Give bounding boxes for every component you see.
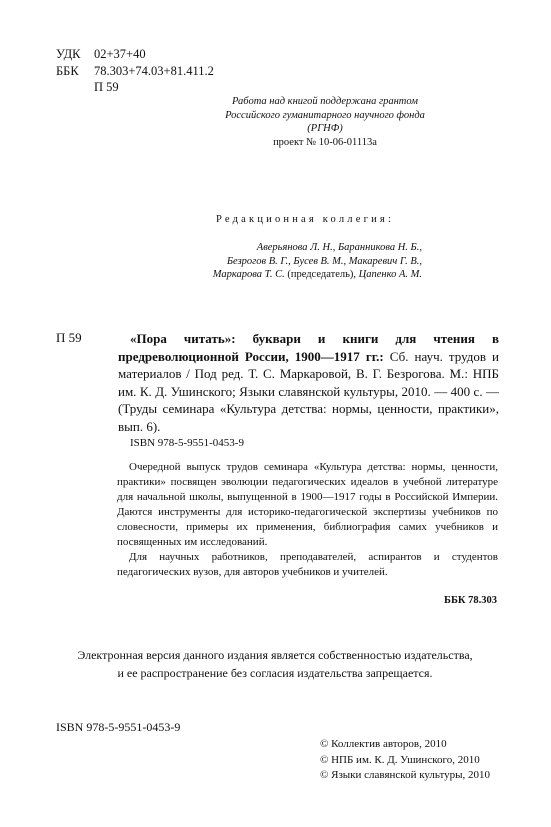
catalog-mark: П 59	[56, 330, 82, 345]
bbk-value: 78.303+74.03+81.411.2	[94, 63, 214, 78]
rights-notice	[60, 646, 490, 682]
bbk-row	[56, 63, 214, 80]
copyright-line: © Коллектив авторов, 2010	[320, 738, 447, 750]
copyright-block	[320, 737, 490, 784]
udk-value: 02+37+40	[94, 47, 146, 61]
grant-notice	[175, 95, 475, 149]
board-chair-role: (председатель),	[284, 269, 359, 280]
abstract	[117, 460, 498, 580]
copyright-line: © Языки славянской культуры, 2010	[320, 769, 491, 781]
abstract-paragraph-2: Для научных работников, преподавателей, аспирантов и студентов педагогических вузов, для авторов учебников и учителей.	[117, 551, 498, 578]
editorial-board-members	[150, 241, 422, 282]
rights-line-1: Электронная версия данного издания является собственностью издательства,	[77, 648, 473, 662]
author-mark-row	[56, 79, 214, 96]
abstract-paragraph-1: Очередной выпуск трудов семинара «Культура детства: нормы, ценности, практики» посвящен эволюции педагогических идеалов в учебной литературе для начальной школы, выпущенной в 1900—1917 годы в Российской Империи. Даются инструменты для историко-педагогической экспертизы учебников по словесности, примеры их применения, библиография самих учебников и посвященных им исследований.	[117, 461, 498, 548]
grant-project: проект № 10-06-01113а	[273, 136, 377, 148]
bibliographic-entry	[118, 330, 499, 435]
classification-codes	[56, 46, 214, 96]
board-line-3	[150, 268, 422, 282]
bibliographic-details: Сб. науч. трудов и материалов / Под ред. Т. С. Маркаровой, В. Г. Безрогова. М.: НПБ им. К. Д. Ушинского; Языки славянской культуры, 2010. — 400 с. — (Труды семинара «Культура детства: нормы, ценности, практики», вып. 6).	[118, 348, 499, 434]
book-title: «Пора читать»: буквари и книги для чтения в предреволюционной России, 1900—1917 гг.:	[118, 331, 499, 364]
editorial-board-title: Редакционная коллегия:	[216, 214, 395, 225]
bbk-short: ББК 78.303	[444, 595, 497, 606]
board-line-2: Безрогов В. Г., Бусев В. М., Макаревич Г. В.,	[226, 255, 422, 267]
isbn-entry: ISBN 978-5-9551-0453-9	[130, 437, 244, 449]
udk-label: УДК	[56, 47, 81, 61]
rights-line-2: и ее распространение без согласия издательства запрещается.	[117, 666, 433, 680]
author-mark: П 59	[94, 80, 119, 94]
grant-line-1: Работа над книгой поддержана грантом	[232, 96, 418, 107]
board-line-1: Аверьянова Л. Н., Баранникова Н. Б.,	[256, 242, 422, 253]
grant-line-3: (РГНФ)	[307, 123, 343, 134]
board-last-member: Цапенко А. М.	[358, 269, 422, 280]
isbn-bottom: ISBN 978-5-9551-0453-9	[56, 720, 181, 734]
copyright-line: © НПБ им. К. Д. Ушинского, 2010	[320, 753, 480, 766]
bbk-label: ББК	[56, 63, 79, 78]
grant-line-2: Российского гуманитарного научного фонда	[225, 109, 425, 121]
board-chair-name: Маркарова Т. С.	[212, 269, 285, 280]
udk-row	[56, 46, 214, 63]
